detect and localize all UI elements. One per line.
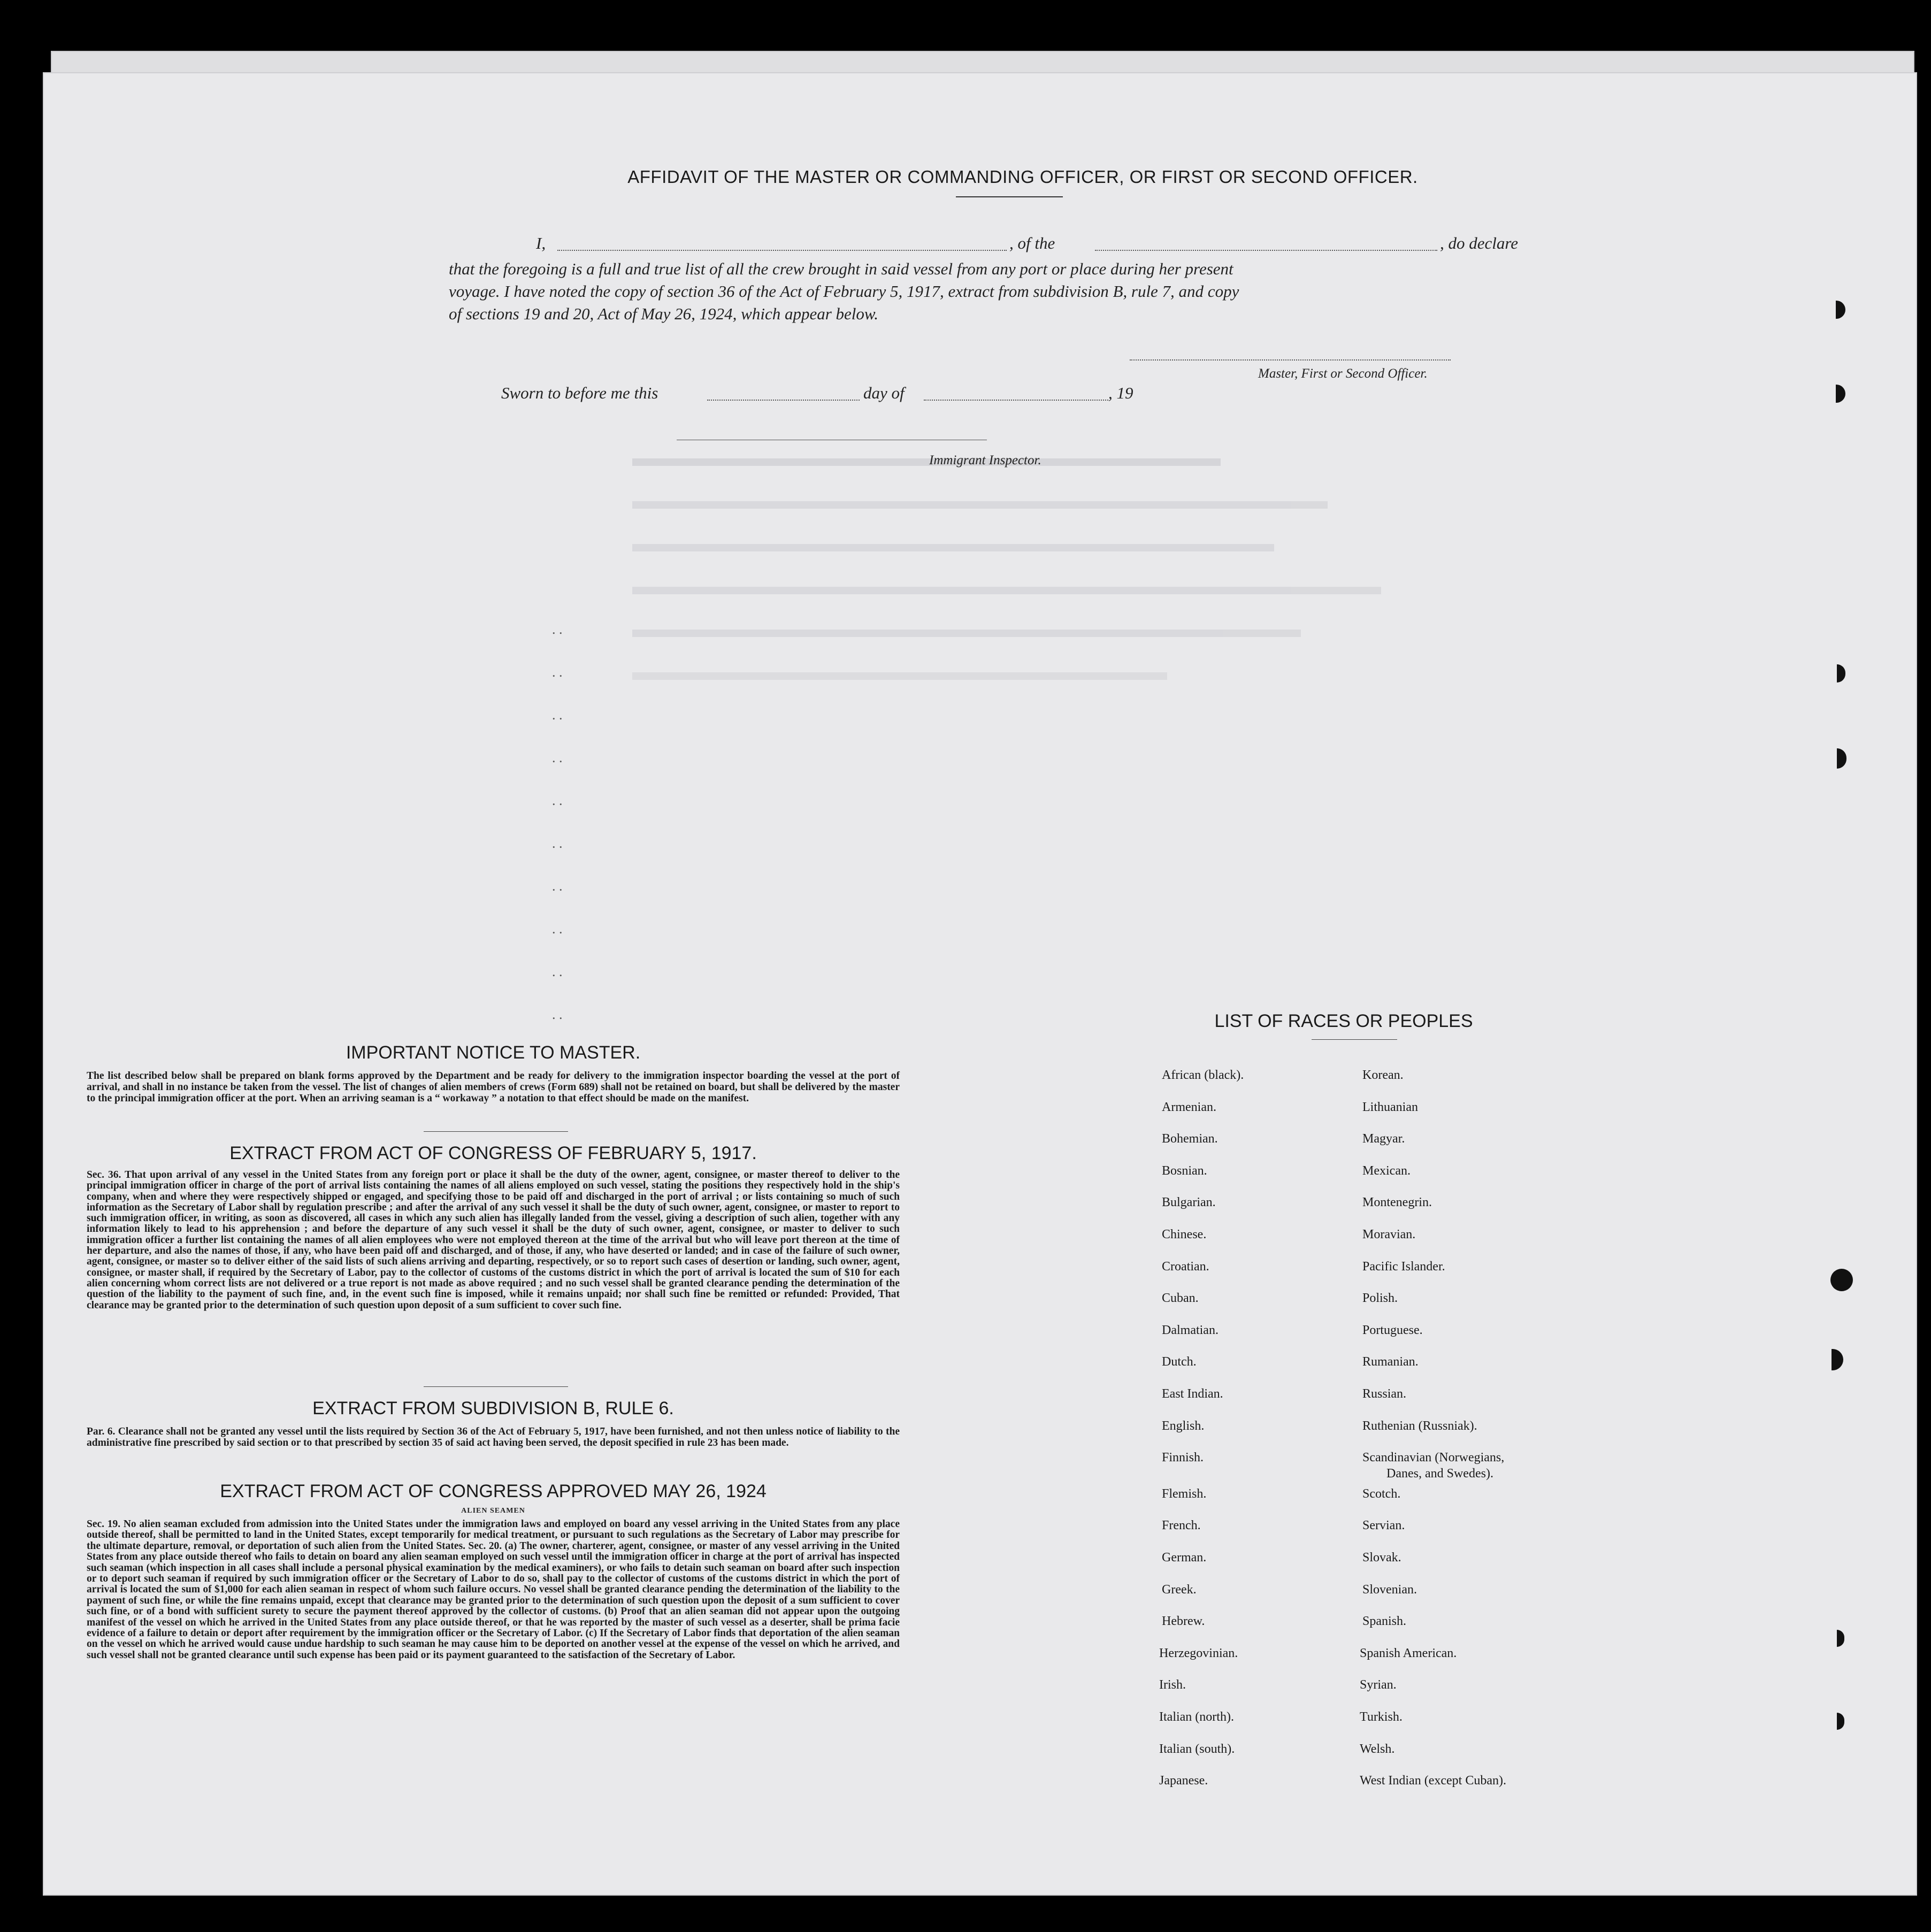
race-item: Scandinavian (Norwegians,	[1362, 1451, 1505, 1465]
day-blank	[707, 400, 860, 401]
race-item: French.	[1162, 1519, 1201, 1533]
race-item: East Indian.	[1162, 1387, 1223, 1401]
affidavit-page	[43, 72, 1917, 1896]
race-item: Welsh.	[1360, 1742, 1395, 1756]
of-the-label: , of the	[1009, 234, 1055, 252]
punch-hole	[1837, 664, 1845, 683]
race-item: Spanish American.	[1360, 1646, 1457, 1660]
punch-hole	[1836, 385, 1845, 403]
signature-label: Master, First or Second Officer.	[1258, 366, 1428, 381]
races-title: LIST OF RACES OR PEOPLES	[1214, 1011, 1473, 1031]
race-item: Bulgarian.	[1162, 1195, 1216, 1210]
race-item: English.	[1162, 1419, 1205, 1433]
races-title-underline	[1312, 1039, 1397, 1040]
affidavit-title: AFFIDAVIT OF THE MASTER OR COMMANDING OFFICER, OR FIRST OR SECOND OFFICER.	[627, 167, 1418, 187]
race-item: Irish.	[1159, 1678, 1186, 1692]
race-item: Turkish.	[1360, 1710, 1403, 1724]
race-item: Herzegovinian.	[1159, 1646, 1238, 1660]
race-item: Montenegrin.	[1362, 1195, 1432, 1210]
punch-hole	[1832, 1349, 1843, 1370]
day-of-label: day of	[863, 384, 905, 402]
race-item: German.	[1162, 1551, 1207, 1565]
signature-line	[1130, 359, 1451, 361]
race-item: Italian (south).	[1159, 1742, 1235, 1756]
race-item: Greek.	[1162, 1582, 1197, 1597]
punch-hole	[1830, 1269, 1853, 1291]
race-item: Bohemian.	[1162, 1132, 1218, 1146]
notice-title: IMPORTANT NOTICE TO MASTER.	[346, 1042, 641, 1063]
race-item: Croatian.	[1162, 1259, 1209, 1274]
do-declare-label: , do declare	[1440, 234, 1519, 252]
extract-1917-divider	[424, 1386, 568, 1387]
body-line-3: of sections 19 and 20, Act of May 26, 1924, which appear below.	[449, 304, 879, 323]
sworn-label: Sworn to before me this	[501, 384, 658, 402]
race-item: Slovenian.	[1362, 1582, 1417, 1597]
race-item: Danes, and Swedes).	[1386, 1467, 1493, 1481]
extract-1917-text: Sec. 36. That upon arrival of any vessel in the United States from any foreign port or place it shall be the duty of the owner, agent, consignee, or master thereof to deliver to the principal immigration officer in charge of the port of arrival lists containing the names of all aliens employed on such vessel, stating the positions they respectively hold in the ship's company, when and where they were respectively shipped or engaged, and specifying those to be paid off and discharged in the port of arrival ; or lists containing so much of such information as the Secretary of Labor shall by regulation prescribe ; and after the arrival of any such vessel it shall be the duty of such owner, agent, consignee, or master to report to such immigration officer, in writing, as soon as discovered, all cases in which any such alien has illegally landed from the vessel, giving a description of such alien, together with any information likely to lead to his apprehension ; and before the departure of any such vessel it shall be the duty of such owner, agent, consignee, or master to deliver to such immigration officer a further list containing the names of all alien employees who were not employed thereon at the time of the arrival but who will leave port thereon at the time of her departure, and also the names of those, if any, who have been paid off and discharged, and of those, if any, who have deserted or landed; and in case of the failure of such owner, agent, consignee, or master so to deliver either of the said lists of such aliens arriving and departing, respectively, or so to report such cases of desertion or landing, such owner, agent, consignee, or master shall, if required by the Secretary of Labor, pay to the collector of customs of the customs district in which the port of arrival is located the sum of $10 for each alien concerning whom correct lists are not delivered or a true report is not made as above required ; and no such vessel shall be granted clearance pending the determination of the question of the liability to the payment of such fine, and, in the event such fine is imposed, while it remains unpaid; nor shall such fine be remitted or refunded: Provided, That clearance may be granted prior to the determination of such question upon deposit of a sum sufficient to cover such fine.	[87, 1169, 900, 1311]
race-item: Pacific Islander.	[1362, 1259, 1445, 1274]
race-item: Spanish.	[1362, 1614, 1407, 1629]
title-underline	[956, 196, 1063, 197]
race-item: Mexican.	[1362, 1163, 1411, 1178]
race-item: Rumanian.	[1362, 1355, 1419, 1369]
punch-hole	[1837, 1713, 1844, 1730]
race-item: Korean.	[1362, 1068, 1404, 1082]
name-blank	[557, 250, 1007, 251]
bleed-through-block	[418, 458, 1756, 940]
race-item: Lithuanian	[1362, 1100, 1418, 1114]
race-item: Moravian.	[1362, 1228, 1416, 1241]
race-item: Chinese.	[1162, 1228, 1207, 1241]
race-item: Dalmatian.	[1162, 1323, 1219, 1337]
race-item: Slovak.	[1362, 1551, 1401, 1565]
inspector-label: Immigrant Inspector.	[929, 453, 1041, 467]
notice-text: The list described below shall be prepared on blank forms approved by the Department and be ready for delivery to the immigration inspector boarding the vessel at the port of arrival, and shall in no instance be taken from the vessel. The list of changes of alien members of crews (Form 689) shall not be retained on board, but shall be delivered by the master to the principal immigration officer at the port. When an arriving seaman is a “ workaway ” a notation to that effect should be made on the manifest.	[87, 1070, 900, 1104]
month-blank	[924, 400, 1108, 401]
year-label: , 19	[1108, 384, 1133, 402]
race-item: Finnish.	[1162, 1451, 1204, 1465]
race-item: Japanese.	[1159, 1774, 1208, 1788]
column-dots: . . . . . . . . . . . . . . . . . . . .	[552, 622, 563, 1022]
extract-1917-title: EXTRACT FROM ACT OF CONGRESS OF FEBRUARY 5, 1917.	[229, 1143, 757, 1163]
race-item: West Indian (except Cuban).	[1360, 1774, 1506, 1788]
rule6-text: Par. 6. Clearance shall not be granted any vessel until the lists required by Section 36 of the Act of February 5, 1917, have been furnished, and not then unless notice of liability to the administrative fine prescribed by said section or to that prescribed by section 35 of said act having been served, the deposit specified in rule 23 has been made.	[87, 1426, 900, 1448]
race-item: Scotch.	[1362, 1486, 1401, 1501]
race-item: Dutch.	[1162, 1355, 1197, 1369]
race-item: Magyar.	[1362, 1132, 1405, 1146]
race-item: Flemish.	[1162, 1486, 1207, 1501]
race-item: Russian.	[1362, 1387, 1407, 1401]
race-item: Portuguese.	[1362, 1323, 1423, 1337]
punch-hole	[1837, 748, 1846, 769]
race-item: Servian.	[1362, 1519, 1405, 1533]
race-item: Syrian.	[1360, 1678, 1397, 1692]
vessel-blank	[1095, 250, 1437, 251]
race-item: Italian (north).	[1159, 1710, 1234, 1724]
race-item: Hebrew.	[1162, 1614, 1205, 1629]
race-item: Bosnian.	[1162, 1163, 1207, 1178]
race-item: Polish.	[1362, 1291, 1398, 1306]
race-item: Cuban.	[1162, 1291, 1199, 1306]
punch-hole	[1836, 301, 1845, 319]
notice-divider	[424, 1131, 568, 1132]
race-item: Ruthenian (Russniak).	[1362, 1419, 1477, 1433]
declaration-body	[449, 258, 1540, 325]
extract-1924-text: Sec. 19. No alien seaman excluded from admission into the United States under the immigration laws and employed on board any vessel arriving in the United States from any place outside thereof, shall be permitted to land in the United States, except temporarily for medical treatment, or pursuant to such regulations as the Secretary of Labor may prescribe for the ultimate departure, removal, or deportation of such alien from the United States. Sec. 20. (a) The owner, charterer, agent, consignee, or master of any vessel arriving in the United States from any place outside thereof who fails to detain on board any alien seaman employed on such vessel until the immigration officer in charge at the port of arrival has inspected such seaman (which inspection in all cases shall include a personal physical examination by the medical examiners), or who fails to detain such seaman on board after such inspection or to deport such seaman if required by such immigration officer or the Secretary of Labor to do so, shall pay to the collector of customs of the customs district in which the port of arrival is located the sum of $1,000 for each alien seaman in respect of whom such failure occurs. No vessel shall be granted clearance pending the determination of the liability to the payment of such fine, or while the fine remains unpaid, except that clearance may be granted prior to the determination of such question upon the deposit of a sum sufficient to cover such fine, or of a bond with sufficient surety to secure the payment thereof approved by the collector of customs. (b) Proof that an alien seaman did not appear upon the outgoing manifest of the vessel on which he arrived in the United States from any place outside thereof, or that he was reported by the master of such vessel as a deserter, shall be prima facie evidence of a failure to detain or deport after requirement by the immigration officer or the Secretary of Labor. (c) If the Secretary of Labor finds that deportation of the alien seaman on the vessel on which he arrived would cause undue hardship to such seaman he may cause him to be deported on another vessel at the expense of the vessel on which he arrived, and such vessel shall not be granted clearance until such expense has been paid or its payment guaranteed to the satisfaction of the Secretary of Labor.	[87, 1519, 900, 1661]
race-item: Armenian.	[1162, 1100, 1216, 1114]
rule6-title: EXTRACT FROM SUBDIVISION B, RULE 6.	[312, 1398, 674, 1419]
extract-1924-subtitle: ALIEN SEAMEN	[461, 1507, 525, 1515]
i-label: I,	[536, 234, 546, 252]
extract-1924-title: EXTRACT FROM ACT OF CONGRESS APPROVED MAY 26, 1924	[220, 1481, 767, 1501]
body-line-2: voyage. I have noted the copy of section 36 of the Act of February 5, 1917, extract from subdivision B, rule 7, and copy	[449, 282, 1239, 301]
body-line-1: that the foregoing is a full and true list of all the crew brought in said vessel from any port or place during her present	[449, 259, 1233, 278]
punch-hole	[1837, 1630, 1844, 1647]
race-item: African (black).	[1162, 1068, 1244, 1082]
